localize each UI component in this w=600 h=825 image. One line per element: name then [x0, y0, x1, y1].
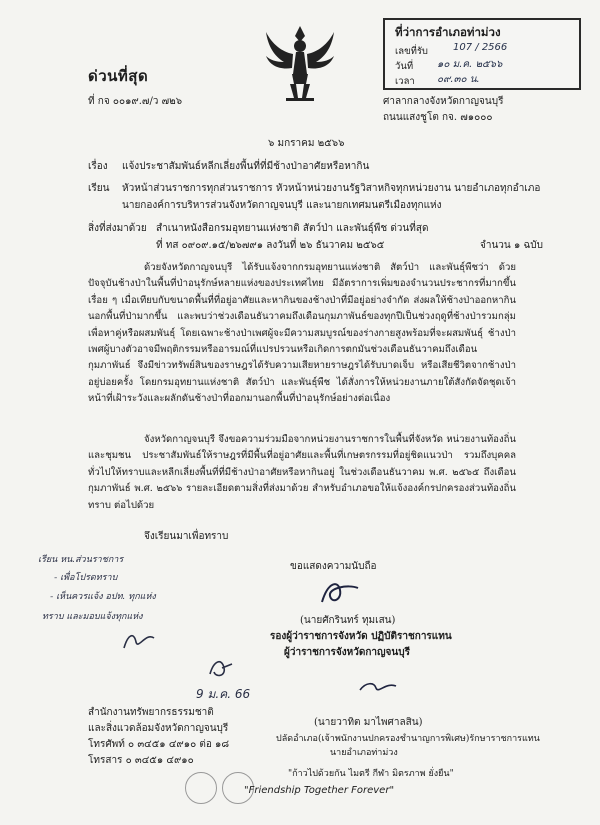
stamp-time-label: เวลา — [395, 76, 415, 87]
signatory-position-2: ผู้ว่าราชการจังหวัดกาญจนบุรี — [284, 647, 410, 658]
countersign-name: (นายวาทิต มาไพศาลสิน) — [314, 717, 423, 728]
recipient-line-1: หัวหน้าส่วนราชการทุกส่วนราชการ หัวหน้าหน่วยงานรัฐวิสาหกิจทุกหน่วยงาน นายอำเภอทุกอำเภอ — [122, 183, 541, 194]
handnote-line-1: เรียน หน.ส่วนราชการ — [38, 555, 124, 565]
attachment-count: จำนวน ๑ ฉบับ — [480, 240, 543, 251]
footer-motto: "ก้าวไปด้วยกัน ไมตรี กีฬา มิตรภาพ ยั่งยืน" — [288, 769, 454, 779]
recipient-label: เรียน — [88, 183, 110, 194]
stamp-time-value: ๐๙.๓๐ น. — [437, 74, 480, 85]
attachment-line-1: สำเนาหนังสือกรมอุทยานแห่งชาติ สัตว์ป่า และพันธุ์พืช ด่วนที่สุด — [156, 223, 429, 234]
attachment-label: สิ่งที่ส่งมาด้วย — [88, 223, 147, 234]
document-date: ๖ มกราคม ๒๕๖๖ — [268, 138, 345, 149]
issuing-office: ศาลากลางจังหวัดกาญจนบุรี — [383, 96, 504, 107]
recipient-line-2: นายกองค์การบริหารส่วนจังหวัดกาญจนบุรี และนายกเทศมนตรีเมืองทุกแห่ง — [122, 200, 442, 211]
reference-number: ที่ กจ ๐๐๑๙.๗/ว ๗๒๖ — [88, 96, 183, 107]
body-paragraph-2: จังหวัดกาญจนบุรี จึงขอความร่วมมือจากหน่วยงานราชการในพื้นที่จังหวัด หน่วยงานท้องถิ่นและชุมชน ประชาสัมพันธ์ให้ราษฎรที่มีพื้นที่อยู่อาศัยและพื้นที่เกษตรกรรมที่อยู่ชิดแนวป่า รวมถึงบุคคลทั่วไปให้ทราบและหลีกเลี่ยงพื้นที่ที่มีช้างป่าอาศัยหรือหากินอยู่ ในช่วงเดือนธันวาคม พ.ศ. ๒๕๖๕ ถึงเดือนกุมภาพันธ์ พ.ศ. ๒๕๖๖ รายละเอียดตามสิ่งที่ส่งมาด้วย สำหรับอำเภอขอให้แจ้งองค์กรปกครองส่วนท้องถิ่นทราบ ต่อไปด้วย — [88, 434, 516, 511]
handnote-date: 9 ม.ค. 66 — [196, 687, 251, 701]
footer-logo-icon — [185, 772, 217, 804]
subject-text: แจ้งประชาสัมพันธ์หลีกเลี่ยงพื้นที่ที่มีช้างป่าอาศัยหรือหากิน — [122, 161, 370, 172]
garuda-emblem-icon — [262, 22, 338, 104]
handnote-line-2: - เพื่อโปรดทราบ — [54, 573, 118, 583]
sender-phone: โทรศัพท์ ๐ ๓๔๕๑ ๔๙๑๐ ต่อ ๑๘ — [88, 739, 230, 750]
handnote-initials-icon — [120, 628, 160, 654]
closing-text: จึงเรียนมาเพื่อทราบ — [144, 531, 229, 542]
countersign-position-2: นายอำเภอท่าม่วง — [330, 748, 398, 758]
handnote-line-4: ทราบ และมอบแจ้งทุกแห่ง — [42, 612, 143, 622]
office-address: ถนนแสงชูโต กจ. ๗๑๐๐๐ — [383, 112, 493, 123]
receipt-stamp — [383, 18, 581, 90]
sender-fax: โทรสาร ๐ ๓๔๕๑ ๔๙๑๐ — [88, 755, 194, 766]
subject-label: เรื่อง — [88, 161, 108, 172]
signatory-name: (นายศักรินทร์ ทุมเสน) — [300, 615, 396, 626]
handwritten-mark-icon — [206, 656, 236, 682]
countersign-position-1: ปลัดอำเภอ(เจ้าพนักงานปกครองชำนาญการพิเศษ)รักษาราชการแทน — [276, 734, 540, 744]
regards-text: ขอแสดงความนับถือ — [290, 561, 377, 572]
signature-icon — [318, 578, 364, 608]
handnote-line-3: - เห็นควรแจ้ง อปท. ทุกแห่ง — [50, 592, 156, 602]
urgency-label: ด่วนที่สุด — [88, 67, 149, 85]
signatory-position-1: รองผู้ว่าราชการจังหวัด ปฏิบัติราชการแทน — [270, 631, 452, 642]
countersign-signature-icon — [356, 676, 402, 700]
sender-office-2: และสิ่งแวดล้อมจังหวัดกาญจนบุรี — [88, 723, 229, 734]
stamp-title: ที่ว่าการอำเภอท่าม่วง — [395, 25, 501, 39]
attachment-line-2: ที่ ทส ๐๙๐๙.๑๕/๒๖๗๙๑ ลงวันที่ ๒๖ ธันวาคม ๒๕๖๕ — [156, 240, 385, 251]
sender-office-1: สำนักงานทรัพยากรธรรมชาติ — [88, 707, 214, 718]
stamp-date-label: วันที่ — [395, 61, 414, 72]
stamp-date-value: ๑๐ ม.ค. ๒๕๖๖ — [437, 59, 503, 70]
footer-slogan: "Friendship Together Forever" — [244, 785, 395, 796]
stamp-recv-value: 107 / 2566 — [453, 42, 508, 53]
stamp-recv-label: เลขที่รับ — [395, 46, 428, 57]
body-paragraph-1: ด้วยจังหวัดกาญจนบุรี ได้รับแจ้งจากกรมอุทยานแห่งชาติ สัตว์ป่า และพันธุ์พืชว่า ด้วยปัจจุบันช้างป่าในพื้นที่ป่าอนุรักษ์หลายแห่งของประเทศไทย มีอัตราการเพิ่มของจำนวนประชากรที่มากขึ้นเรื่อย ๆ เมื่อเทียบกับขนาดพื้นที่ที่อยู่อาศัยและหากินของช้างป่าที่มีอยู่อย่างจำกัด ส่งผลให้ช้างป่าออกหากินนอกพื้นที่ป่ามากขึ้น และพบว่าช่วงเดือนธันวาคมถึงเดือนกุมภาพันธ์ของทุกปีเป็นช่วงฤดูที่ช้างป่ารวมกลุ่มเพื่อหาคู่หรือผสมพันธุ์ โดยเฉพาะช้างป่าเพศผู้จะมีความสมบูรณ์ของร่างกายสูงพร้อมที่จะผสมพันธุ์ ช้างป่าเพศผู้บางตัวอาจมีพฤติกรรมหรืออารมณ์ที่แปรปรวนหรือเกิดการตกมันช่วงเดือนธันวาคมถึงเดือนกุมภาพันธ์ จึงมีข่าวทรัพย์สินของราษฎรได้รับความเสียหายราษฎรได้รับบาดเจ็บ หรือเสียชีวิตจากช้างป่าอยู่บ่อยครั้ง โดยกรมอุทยานแห่งชาติ สัตว์ป่า และพันธุ์พืช ได้สั่งการให้หน่วยงานภายใต้สังกัดจัดชุดเจ้าหน้าที่เฝ้าระวังและผลักดันช้างป่าที่ออกมานอกพื้นที่ป่าอนุรักษ์อย่างต่อเนื่อง — [88, 262, 516, 405]
